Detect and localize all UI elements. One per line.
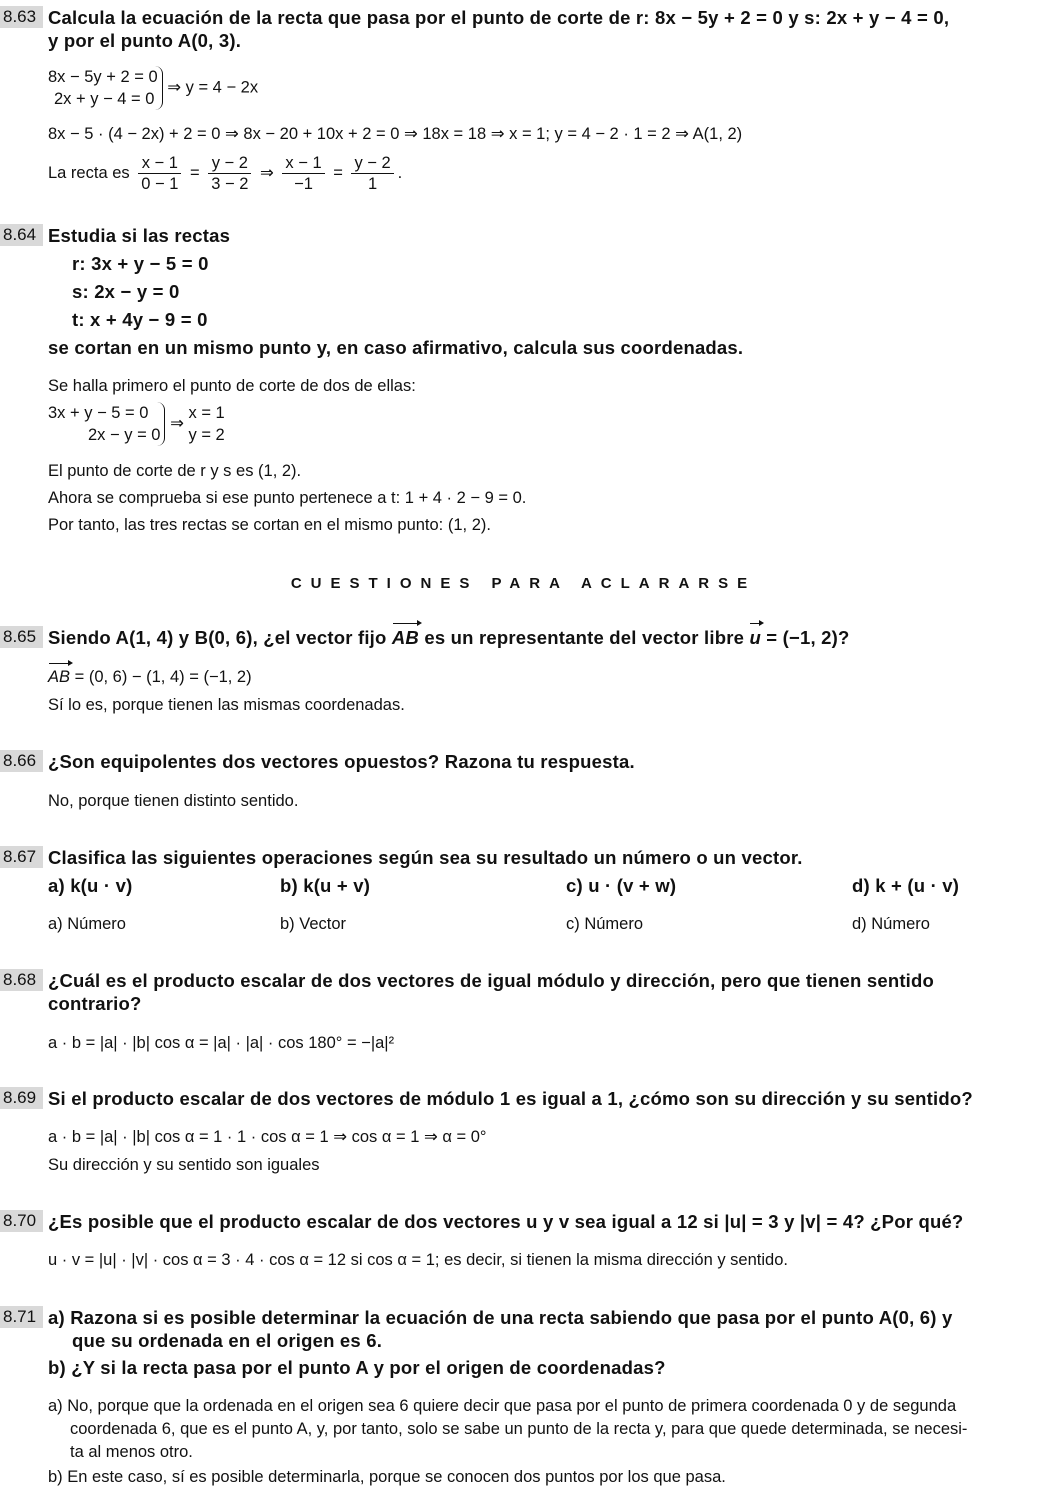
problem-number: 8.63 bbox=[0, 6, 43, 28]
problem-number: 8.66 bbox=[0, 750, 43, 772]
problem-number: 8.71 bbox=[0, 1306, 43, 1328]
line-s: s: 2x − y = 0 bbox=[72, 281, 180, 302]
question-a: a) Razona si es posible determinar la ecuación de una recta sabiendo que pasa por el punto A(0, 6) y que su ordenada en el origen es 6. bbox=[48, 1307, 953, 1351]
fraction: $\frac{x - 1}{0 - 1}$ bbox=[138, 153, 181, 194]
question-b: b) ¿Y si la recta pasa por el punto A y por el origen de coordenadas? bbox=[48, 1357, 666, 1378]
problem-number: 8.64 bbox=[0, 224, 43, 246]
line-r: r: 3x + y − 5 = 0 bbox=[72, 253, 209, 274]
equation-system: 8x − 5y + 2 = 0 2x + y − 4 = 0 bbox=[48, 66, 163, 110]
option-d: d) k + (u · v) bbox=[852, 875, 960, 896]
equation-system: 3x + y − 5 = 0 2x − y = 0 bbox=[48, 402, 165, 446]
answer-line: AB = (0, 6) − (1, 4) = (−1, 2) bbox=[48, 666, 1043, 689]
answer-line: a · b = |a| · |b| cos α = 1 · 1 · cos α = 1 ⇒ cos α = 1 ⇒ α = 0° bbox=[48, 1128, 487, 1146]
question: ¿Es posible que el producto escalar de dos vectores u y v sea igual a 12 si |u| = 3 y |v| = 4? ¿Por qué? bbox=[48, 1211, 964, 1232]
question-end: se cortan en un mismo punto y, en caso afirmativo, calcula sus coordenadas. bbox=[48, 337, 744, 358]
answer-line: u · v = |u| · |v| · cos α = 3 · 4 · cos α = 12 si cos α = 1; es decir, si tienen la misma dirección y sentido. bbox=[48, 1251, 788, 1269]
answer-line: a · b = |a| · |b| cos α = |a| · |a| · cos 180° = −|a|² bbox=[48, 1034, 395, 1052]
question: ¿Cuál es el producto escalar de dos vectores de igual módulo y dirección, pero que tienen sentido contrario? bbox=[48, 970, 935, 1014]
question: ¿Son equipolentes dos vectores opuestos? Razona tu respuesta. bbox=[48, 751, 635, 772]
answer-line: El punto de corte de r y s es (1, 2). bbox=[48, 462, 302, 480]
section-title: CUESTIONES PARA ACLARARSE bbox=[290, 575, 757, 592]
question: Si el producto escalar de dos vectores de módulo 1 es igual a 1, ¿cómo son su dirección y su sentido? bbox=[48, 1088, 973, 1109]
problem-number: 8.68 bbox=[0, 969, 43, 991]
problem-number: 8.65 bbox=[0, 626, 43, 648]
fraction: $\frac{x - 1}{-1}$ bbox=[282, 153, 324, 194]
answer-line: No, porque tienen distinto sentido. bbox=[48, 792, 299, 810]
answer-line: Ahora se comprueba si ese punto pertenece a t: 1 + 4 · 2 − 9 = 0. bbox=[48, 489, 527, 507]
answer-line: Por tanto, las tres rectas se cortan en el mismo punto: (1, 2). bbox=[48, 516, 491, 534]
answer-system: 8x − 5y + 2 = 0 2x + y − 4 = 0 ⇒ y = 4 − 2x bbox=[48, 68, 259, 108]
line-t: t: x + 4y − 9 = 0 bbox=[72, 309, 208, 330]
answer-b: b) En este caso, sí es posible determinarla, porque se conocen dos puntos por los que pasa. bbox=[48, 1468, 726, 1486]
answer-b: b) Vector bbox=[280, 915, 347, 933]
question: Estudia si las rectas bbox=[48, 225, 231, 246]
answer-line: Sí lo es, porque tienen las mismas coordenadas. bbox=[48, 696, 405, 714]
problem-number: 8.69 bbox=[0, 1087, 43, 1109]
question: Calcula la ecuación de la recta que pasa por el punto de corte de r: 8x − 5y + 2 = 0 y s: 2x + y − 4 = 0, y por el punto A(0, 3). bbox=[48, 7, 950, 51]
answer-a: a) No, porque que la ordenada en el origen sea 6 quiere decir que pasa por el punto de primera coordenada 0 y de segunda coordenada 6, que es el punto A, y, por tanto, solo se sabe un punto de la recta y, para que quede determinada, se necesi- ta al menos otro. bbox=[48, 1397, 968, 1461]
problem-number: 8.67 bbox=[0, 846, 43, 868]
answer-line: Se halla primero el punto de corte de dos de ellas: bbox=[48, 377, 416, 395]
option-b: b) k(u + v) bbox=[280, 875, 371, 896]
option-c: c) u · (v + w) bbox=[566, 875, 677, 896]
problem-number: 8.70 bbox=[0, 1210, 43, 1232]
answer-system: 3x + y − 5 = 0 2x − y = 0 ⇒ x = 1 y = 2 bbox=[48, 404, 225, 444]
question: Clasifica las siguientes operaciones según sea su resultado un número o un vector. bbox=[48, 847, 803, 868]
fraction: $\frac{y - 2}{1}$ bbox=[351, 153, 393, 194]
answer-d: d) Número bbox=[852, 915, 930, 933]
option-a: a) k(u · v) bbox=[48, 875, 133, 896]
fraction: $\frac{y - 2}{3 - 2}$ bbox=[208, 153, 251, 194]
answer-line-fractions: La recta es $\frac{x - 1}{0 - 1}$ = $\frac{y - 2}{3 - 2}$ ⇒ $\frac{x - 1}{-1}$ = $\frac{y - 2}{1}$ . bbox=[48, 154, 403, 193]
answer-c: c) Número bbox=[566, 915, 644, 933]
answer-line: 8x − 5 · (4 − 2x) + 2 = 0 ⇒ 8x − 20 + 10x + 2 = 0 ⇒ 18x = 18 ⇒ x = 1; y = 4 − 2 · 1 = 2 ⇒ A(1, 2) bbox=[48, 125, 743, 143]
question: Siendo A(1, 4) y B(0, 6), ¿el vector fijo AB es un representante del vector libre u = (−1, 2)? bbox=[48, 627, 850, 648]
answer-a: a) Número bbox=[48, 915, 126, 933]
answer-line: Su dirección y su sentido son iguales bbox=[48, 1156, 320, 1174]
